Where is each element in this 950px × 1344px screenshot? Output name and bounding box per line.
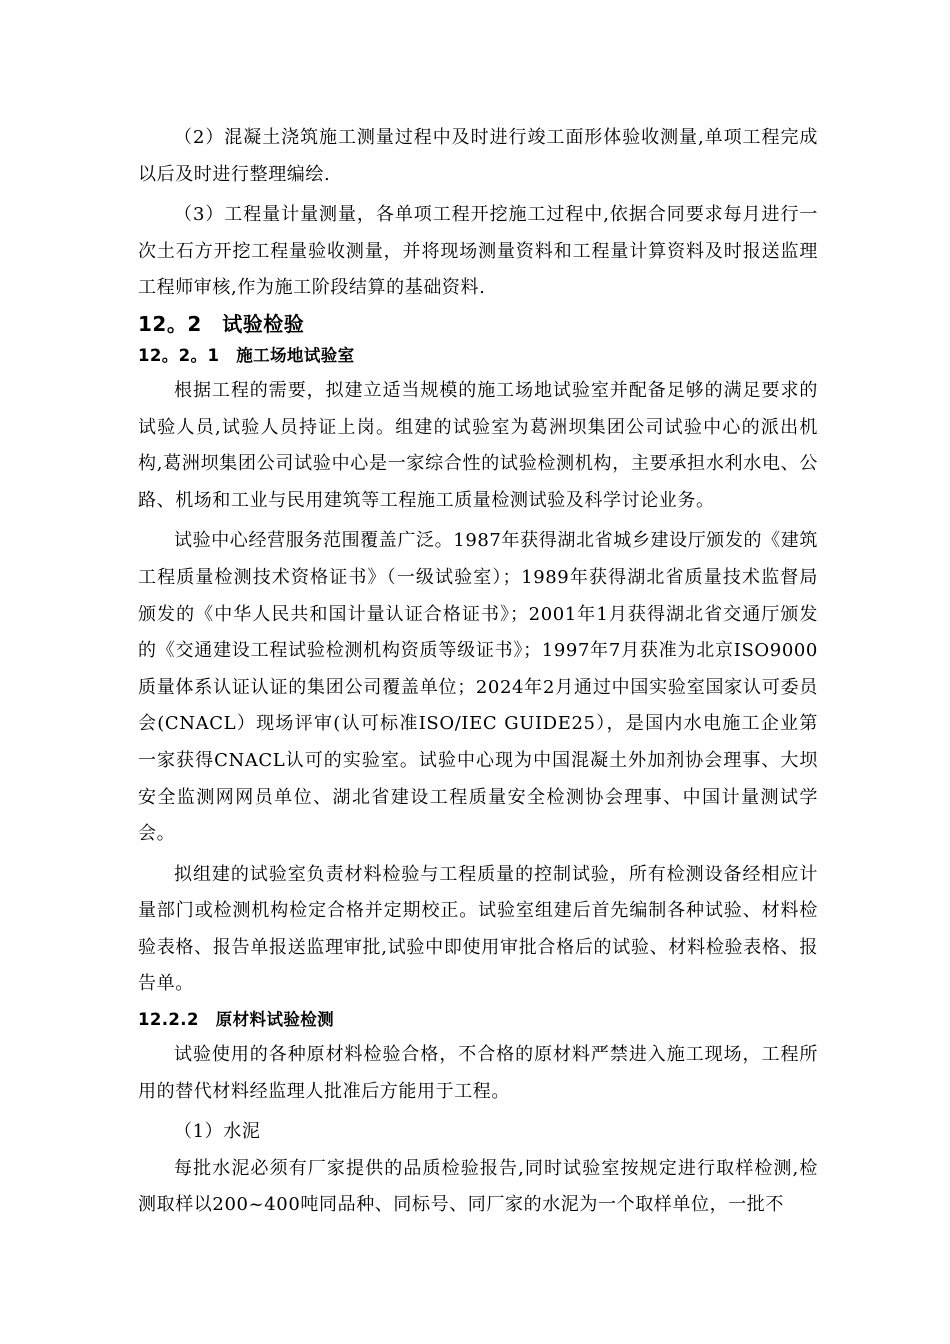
paragraph-survey-concrete: （2）混凝土浇筑施工测量过程中及时进行竣工面形体验收测量,单项工程完成以后及时进行整理编绘. <box>138 127 818 185</box>
paragraph-lab-qualifications: 试验中心经营服务范围覆盖广泛。1987年获得湖北省城乡建设厅颁发的《建筑工程质量检测技术资格证书》（一级试验室）；1989年获得湖北省质量技术监督局颁发的《中华人民共和国计量认证合格证书》；2001年1月获得湖北省交通厅颁发的《交通建设工程试验检测机构资质等级证书》；1997年7月获准为北京ISO9000质量体系认证认证的集团公司覆盖单位；2024年2月通过中国实验室国家认可委员会(CNACL）现场评审(认可标准ISO/IEC GUIDE25），是国内水电施工企业第一家获得CNACL认可的实验室。试验中心现为中国混凝土外加剂协会理事、大坝安全监测网网员单位、湖北省建设工程质量安全检测协会理事、中国计量测试学会。 <box>138 530 818 845</box>
item-label-cement: （1）水泥 <box>174 1121 261 1143</box>
section-heading-12-2-1: 12。2。1 施工场地试验室 <box>138 345 355 365</box>
paragraph-cement-testing: 每批水泥必须有厂家提供的品质检验报告,同时试验室按规定进行取样检测,检测取样以200~400吨同品种、同标号、同厂家的水泥为一个取样单位，一批不 <box>138 1157 818 1216</box>
paragraph-lab-setup: 根据工程的需要，拟建立适当规模的施工场地试验室并配备足够的满足要求的试验人员,试验人员持证上岗。组建的试验室为葛洲坝集团公司试验中心的派出机构,葛洲坝集团公司试验中心是一家综合性的试验检测机构，主要承担水利水电、公路、机场和工业与民用建筑等工程施工质量检测试验及科学讨论业务。 <box>138 379 818 511</box>
section-heading-12-2: 12。2 试验检验 <box>138 311 305 336</box>
section-heading-12-2-2: 12.2.2 原材料试验检测 <box>138 1010 335 1030</box>
paragraph-raw-materials: 试验使用的各种原材料检验合格，不合格的原材料严禁进入施工现场，工程所用的替代材料经监理人批准后方能用于工程。 <box>138 1044 818 1102</box>
document-page <box>138 120 818 1224</box>
paragraph-survey-quantity: （3）工程量计量测量，各单项工程开挖施工过程中,依据合同要求每月进行一次土石方开挖工程量验收测量，并将现场测量资料和工程量计算资料及时报送监理工程师审核,作为施工阶段结算的基础资料. <box>138 204 818 299</box>
paragraph-lab-equipment: 拟组建的试验室负责材料检验与工程质量的控制试验，所有检测设备经相应计量部门或检测机构检定合格并定期校正。试验室组建后首先编制各种试验、材料检验表格、报告单报送监理审批,试验中即使用审批合格后的试验、材料检验表格、报告单。 <box>138 863 818 995</box>
